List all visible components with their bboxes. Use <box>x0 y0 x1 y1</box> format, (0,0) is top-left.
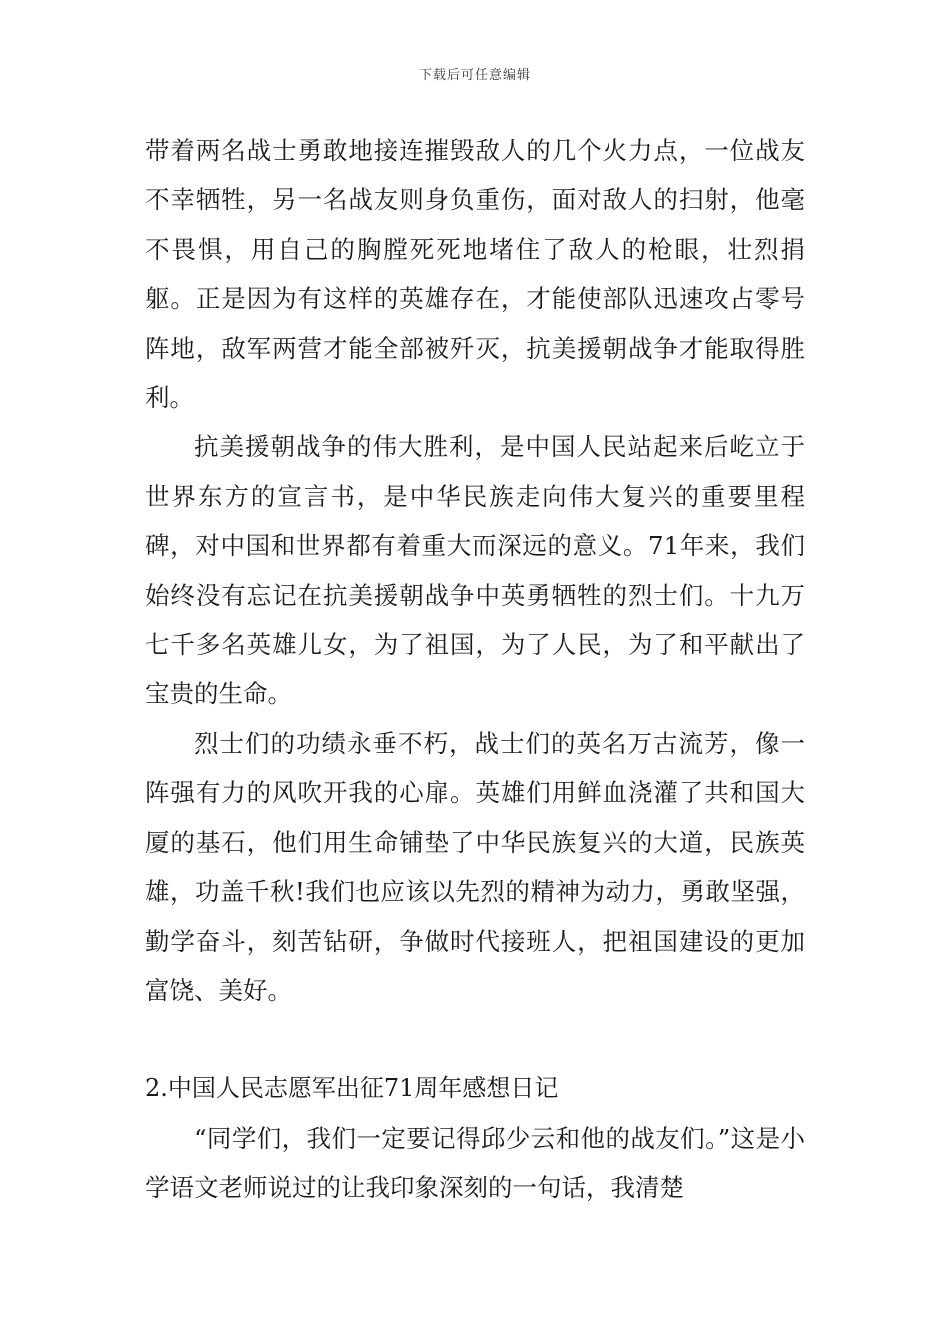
document-body <box>145 126 805 1213</box>
paragraph-3: 烈士们的功绩永垂不朽，战士们的英名万古流芳，像一阵强有力的风吹开我的心扉。英雄们用鲜血浇灌了共和国大厦的基石，他们用生命铺垫了中华民族复兴的大道，民族英雄，功盖千秋!我们也应该以先烈的精神为动力，勇敢坚强，勤学奋斗，刻苦钻研，争做时代接班人，把祖国建设的更加富饶、美好。 <box>145 728 805 1005</box>
section-heading: 2.中国人民志愿军出征71周年感想日记 <box>145 1074 559 1103</box>
page-header: 下载后可任意编辑 <box>418 68 531 83</box>
section-spacer <box>145 1015 805 1064</box>
paragraph-2: 抗美援朝战争的伟大胜利，是中国人民站起来后屹立于世界东方的宣言书，是中华民族走向伟大复兴的重要里程碑，对中国和世界都有着重大而深远的意义。71年来，我们始终没有忘记在抗美援朝战争中英勇牺牲的烈士们。十九万七千多名英雄儿女，为了祖国，为了人民，为了和平献出了宝贵的生命。 <box>145 432 805 709</box>
section-paragraph-1: “同学们，我们一定要记得邱少云和他的战友们。”这是小学语文老师说过的让我印象深刻的一句话，我清楚 <box>145 1123 805 1203</box>
paragraph-1: 带着两名战士勇敢地接连摧毁敌人的几个火力点，一位战友不幸牺牲，另一名战友则身负重伤，面对敌人的扫射，他毫不畏惧，用自己的胸膛死死地堵住了敌人的枪眼，壮烈捐躯。正是因为有这样的英雄存在，才能使部队迅速攻占零号阵地，敌军两营才能全部被歼灭，抗美援朝战争才能取得胜利。 <box>145 136 805 413</box>
